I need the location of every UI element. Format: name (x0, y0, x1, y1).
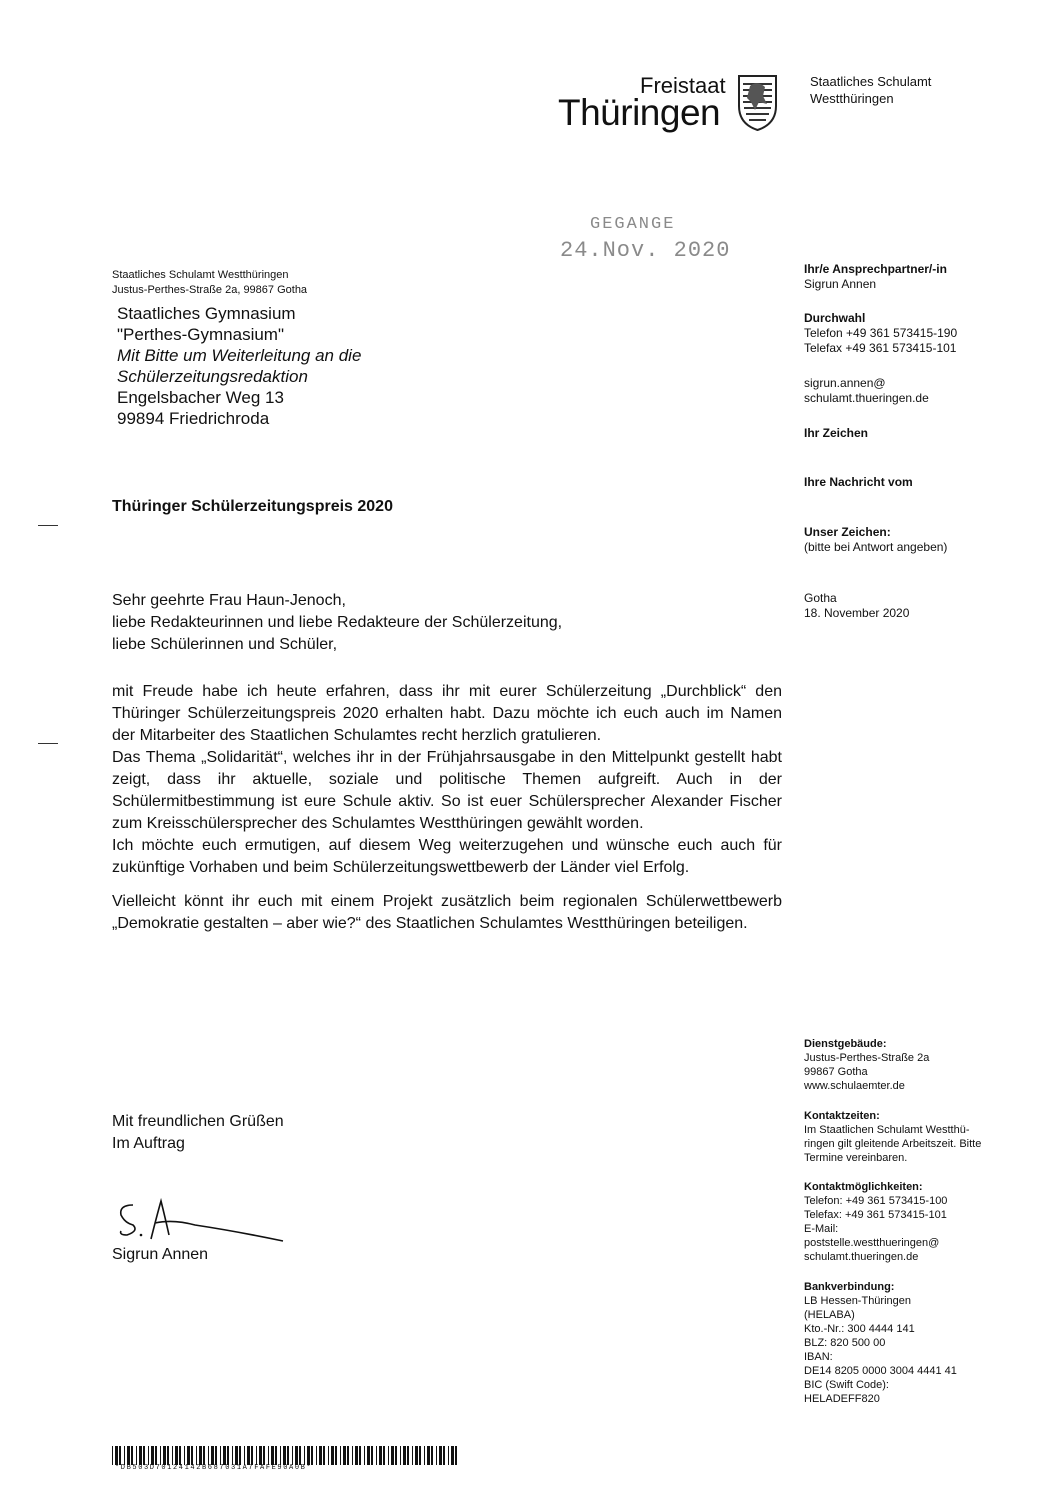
contact-email: sigrun.annen@ schulamt.thueringen.de (804, 376, 929, 405)
footer-building: Dienstgebäude: Justus-Perthes-Straße 2a 99867 Gotha www.schulaemter.de (804, 1038, 930, 1092)
contact-partner: Ihr/e Ansprechpartner/-in Sigrun Annen (804, 262, 947, 291)
body-paragraph: Ich möchte euch ermutigen, auf diesem Weg weiterzugehen und wünsche euch auch für zukünftige Vorhaben und beim Schülerzeitungswettbewerb der Länder viel Erfolg. (112, 837, 782, 876)
letter-subject: Thüringer Schülerzeitungspreis 2020 (112, 498, 393, 515)
salutation: Sehr geehrte Frau Haun-Jenoch, liebe Redakteurinnen und liebe Redakteure der Schülerzeitung, liebe Schülerinnen und Schüler, (112, 592, 563, 653)
fold-mark (38, 525, 58, 526)
logo-freistaat: Freistaat (640, 73, 726, 98)
authority-name: Staatliches Schulamt Westthüringen (810, 74, 932, 106)
footer-hours: Kontaktzeiten: Im Staatlichen Schulamt Westthü- ringen gilt gleitende Arbeitszeit. Bitte Termine vereinbaren. (804, 1110, 982, 1164)
barcode-icon (112, 1446, 457, 1465)
your-reference: Ihr Zeichen (804, 426, 869, 440)
your-message-date: Ihre Nachricht vom (804, 475, 913, 489)
signature-icon (115, 1195, 285, 1247)
footer-contact: Kontaktmöglichkeiten: Telefon: +49 361 573415-100 Telefax: +49 361 573415-101 E-Mail: poststelle.westthueringen@ schulamt.thueringen.de (804, 1181, 948, 1263)
body-paragraph: Vielleicht könnt ihr euch mit einem Projekt zusätzlich beim regionalen Schülerwettbewerb „Demokratie gestalten – aber wie?“ des Staatlichen Schulamtes Westthüringen beteiligen. (112, 893, 782, 932)
body-paragraph: mit Freude habe ich heute erfahren, dass ihr mit eurer Schülerzeitung „Durchblick“ den Thüringer Schülerzeitungspreis 2020 erhalten habt. Dazu möchte ich euch auch im Namen der Mitarbeiter des Staatlichen Schulamtes recht herzlich gratulieren. (112, 683, 782, 744)
closing: Mit freundlichen Grüßen Im Auftrag (112, 1113, 284, 1152)
contact-direct: Durchwahl Telefon +49 361 573415-190 Telefax +49 361 573415-101 (804, 311, 958, 355)
sender-address: Staatliches Schulamt Westthüringen Justus-Perthes-Straße 2a, 99867 Gotha (112, 269, 308, 296)
received-stamp: GEGANGE 24.Nov. 2020 (560, 215, 731, 263)
recipient-address: Staatliches Gymnasium "Perthes-Gymnasium" Mit Bitte um Weiterleitung an die Schülerzeitungsredaktion Engelsbacher Weg 13 99894 Friedrichroda (117, 304, 362, 428)
signatory-name: Sigrun Annen (112, 1246, 209, 1263)
punch-mark (38, 743, 58, 744)
barcode-text: *DB503D70124142B687031A7FAFE90A0B* (115, 1464, 313, 1472)
body-paragraph: Das Thema „Solidarität“, welches ihr in der Frühjahrsausgabe in den Mittelpunkt gestellt habt zeigt, dass ihr aktuelle, soziale und politische Themen aufgreift. Auch in der Schülermitbestimmung ist eure Schule aktiv. So ist euer Schülersprecher Alexander Fischer zum Kreisschülersprecher des Schulamtes Westthüringen gewählt worden. (112, 749, 782, 832)
thuringia-crest-icon (735, 72, 780, 132)
footer-bank: Bankverbindung: LB Hessen-Thüringen (HELABA) Kto.-Nr.: 300 4444 141 BLZ: 820 500 00 IBAN: DE14 8205 0000 3004 4441 41 BIC (Swift Code): HELADEFF820 (804, 1281, 957, 1405)
logo-thueringen: Thüringen (558, 92, 721, 133)
our-reference: Unser Zeichen: (bitte bei Antwort angeben) (804, 525, 948, 554)
place-date: Gotha 18. November 2020 (804, 591, 910, 620)
letter-body (112, 681, 782, 935)
